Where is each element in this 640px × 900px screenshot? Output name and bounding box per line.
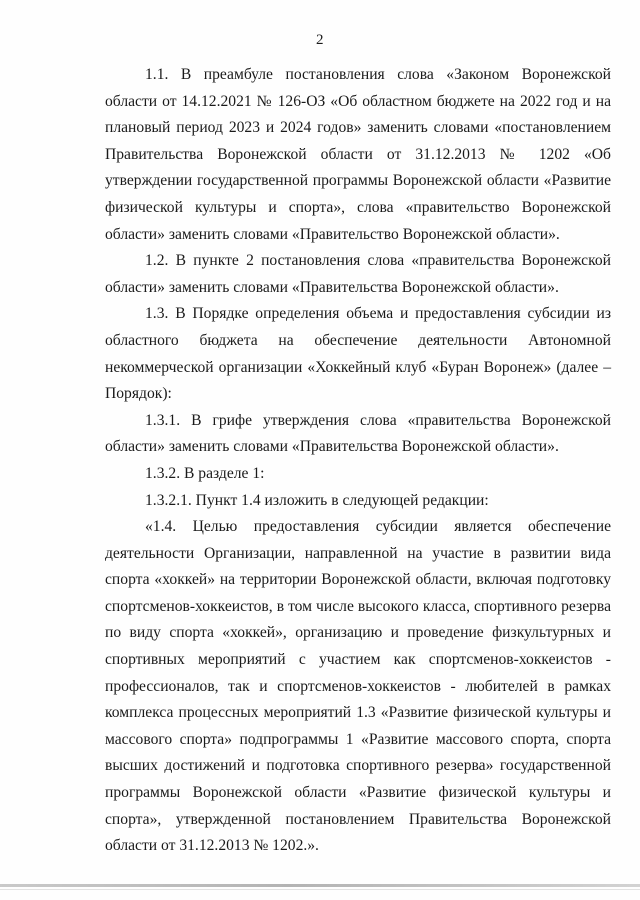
- paragraph-1-3-2-1: 1.3.2.1. Пункт 1.4 изложить в следующей редакции:: [145, 491, 489, 509]
- paragraph-1-2: 1.2. В пункте 2 постановления слова «правительства Воронежской области» заменить словами «Правительства Воронежской области».: [105, 252, 611, 296]
- document-body: [105, 62, 611, 860]
- paragraph-1-1: 1.1. В преамбуле постановления слова «Законом Воронежской области от 14.12.2021 № 126-ОЗ «Об областном бюджете на 2022 год и на плановый период 2023 и 2024 годов» заменить словами «постановлением Правительства Воронежской области от 31.12.2013 № 1202 «Об утверждении государственной программы Воронежской области «Развитие физической культуры и спорта», слова «правительство Воронежской области» заменить словами «Правительство Воронежской области».: [105, 66, 611, 243]
- paragraph-1-3: 1.3. В Порядке определения объема и предоставления субсидии из областного бюджета на обеспечение деятельности Автономной некоммерческой организации «Хоккейный клуб «Буран Воронеж» (далее – Порядок):: [105, 305, 611, 403]
- paragraph-1-3-2: 1.3.2. В разделе 1:: [145, 464, 265, 482]
- scan-edge-line: [0, 884, 640, 887]
- page-number: 2: [316, 32, 324, 48]
- paragraph-1-3-1: 1.3.1. В грифе утверждения слова «правительства Воронежской области» заменить словами «Правительства Воронежской области».: [105, 411, 611, 456]
- paragraph-quoted-1-4: «1.4. Целью предоставления субсидии является обеспечение деятельности Организации, направленной на участие в развитии вида спорта «хоккей» на территории Воронежской области, включая подготовку спортсменов-хоккеистов, в том числе высокого класса, спортивного резерва по виду спорта «хоккей», организацию и проведение физкультурных и спортивных мероприятий с участием как спортсменов-хоккеистов - профессионалов, так и спортсменов-хоккеистов - любителей в рамках комплекса процессных мероприятий 1.3 «Развитие физической культуры и массового спорта» подпрограммы 1 «Развитие массового спорта, спорта высших достижений и подготовка спортивного резерва» государственной программы Воронежской области «Развитие физической культуры и спорта», утвержденной постановлением Правительства Воронежской области от 31.12.2013 № 1202.».: [105, 518, 611, 855]
- scan-edge-line-secondary: [0, 889, 640, 890]
